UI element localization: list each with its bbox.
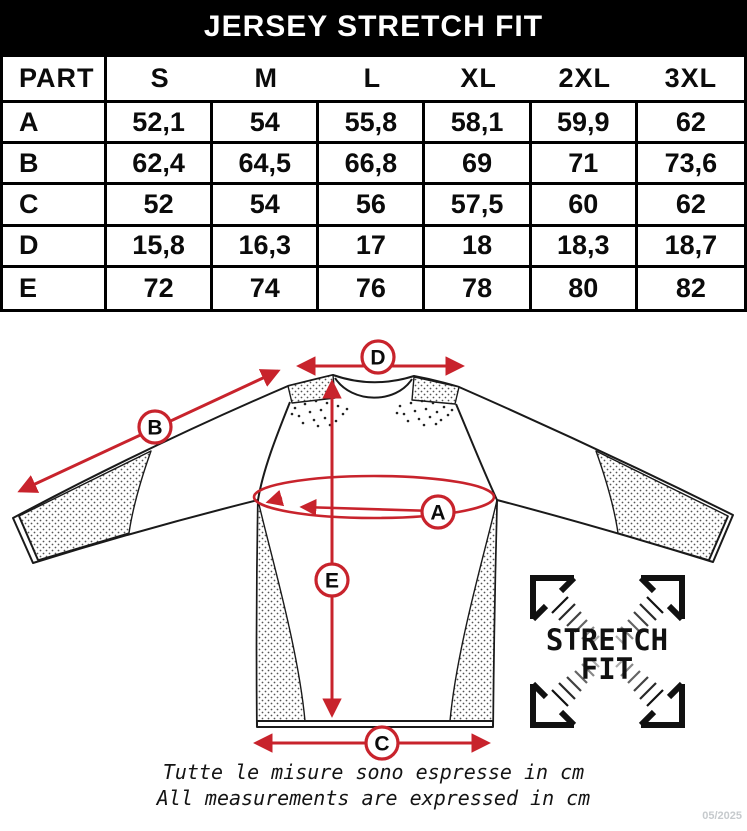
table-cell: 59,9: [532, 103, 638, 141]
label-b: B: [147, 416, 163, 440]
logo-text-fit: FIT: [580, 652, 634, 686]
table-cell: 17: [319, 227, 425, 265]
label-d: D: [370, 346, 386, 370]
table-cell: 52: [107, 185, 213, 223]
row-part-label: E: [3, 268, 107, 309]
table-cell: 74: [213, 268, 319, 309]
table-cell: 82: [675, 272, 706, 303]
table-row-e: [3, 268, 744, 309]
label-c: C: [374, 732, 390, 756]
table-cell: 57,5: [425, 185, 531, 223]
table-cell: 54: [213, 185, 319, 223]
label-a: A: [430, 501, 446, 525]
table-cell: 60: [532, 185, 638, 223]
stretch-fit-logo: [533, 578, 682, 725]
footer-note-english: All measurements are expressed in cm: [156, 786, 591, 810]
table-cell: 16,3: [213, 227, 319, 265]
table-row-a: [3, 103, 744, 144]
page-title: JERSEY STRETCH FIT: [203, 10, 544, 43]
size-table: [0, 54, 747, 312]
table-cell: 71: [532, 144, 638, 182]
column-header-s: S: [150, 63, 170, 93]
table-cell: 78: [425, 268, 531, 309]
table-cell: 76: [319, 268, 425, 309]
logo-text-stretch: STRETCH: [545, 623, 669, 657]
column-header-m: M: [254, 63, 278, 93]
table-cell: 80: [532, 268, 638, 309]
table-cell: 52,1: [107, 103, 213, 141]
column-header-l: L: [363, 63, 382, 93]
column-header-xl: XL: [460, 63, 497, 93]
column-header-3xl: 3XL: [664, 63, 718, 93]
table-cell: 55,8: [319, 103, 425, 141]
table-cell: 18: [425, 227, 531, 265]
label-e: E: [324, 569, 340, 593]
table-cell: 62: [675, 106, 706, 137]
column-header-2xl: 2XL: [558, 63, 611, 93]
table-cell: 69: [425, 144, 531, 182]
table-cell: 62: [675, 188, 706, 219]
jersey-measurement-diagram: [0, 312, 747, 831]
table-cell: 62,4: [107, 144, 213, 182]
table-row-c: [3, 185, 744, 226]
version-label: 05/2025: [702, 810, 742, 822]
footer-note-italian: Tutte le misure sono espresse in cm: [162, 760, 585, 784]
table-cell: 64,5: [213, 144, 319, 182]
table-row-b: [3, 144, 744, 185]
table-cell: 15,8: [107, 227, 213, 265]
title-bar: [0, 0, 747, 54]
row-part-label: A: [3, 103, 107, 141]
column-header-part: PART: [3, 57, 107, 100]
table-row-d: [3, 227, 744, 268]
row-part-label: C: [3, 185, 107, 223]
table-cell: 54: [213, 103, 319, 141]
row-part-label: D: [3, 227, 107, 265]
row-part-label: B: [3, 144, 107, 182]
table-header-row: [3, 57, 744, 103]
table-cell: 72: [107, 268, 213, 309]
table-cell: 18,3: [532, 227, 638, 265]
table-cell: 56: [319, 185, 425, 223]
table-cell: 66,8: [319, 144, 425, 182]
table-cell: 73,6: [664, 147, 718, 178]
table-cell: 58,1: [425, 103, 531, 141]
table-cell: 18,7: [664, 230, 718, 261]
